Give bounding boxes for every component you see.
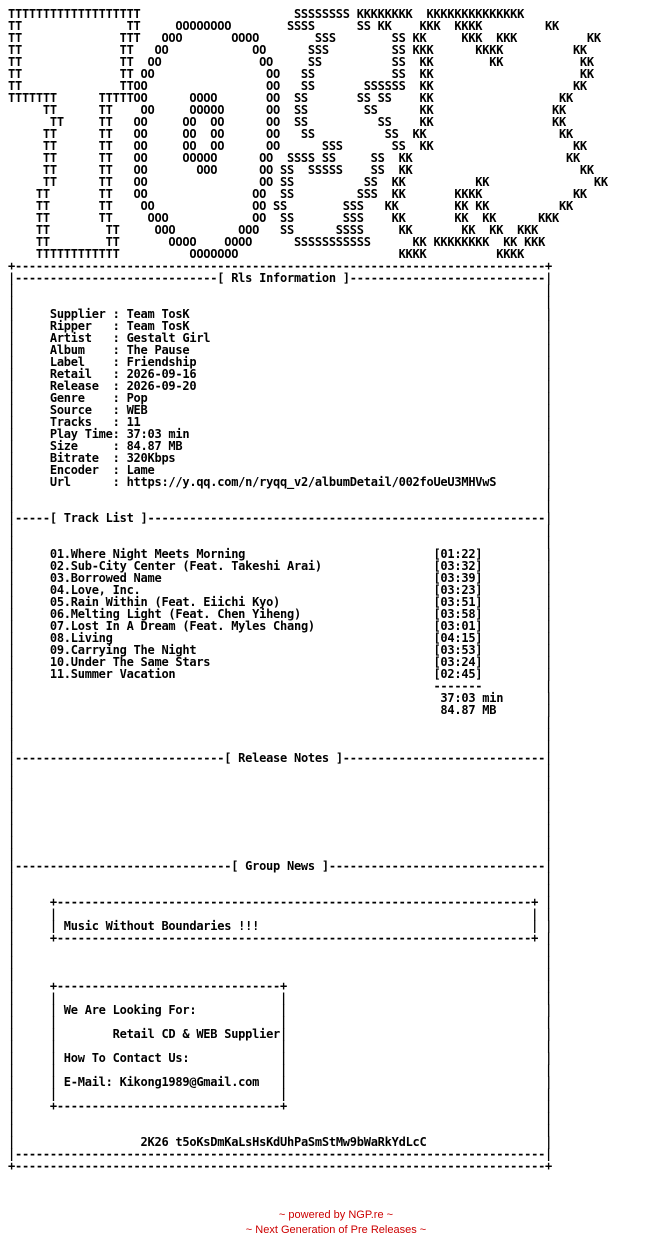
team-tosk-logo-line: TT TT OO OOOOO OO SSSS SS SS KK KK [42, 151, 580, 165]
track-row: 05.Rain Within (Feat. Eiichi Kyo) [03:51] [14, 595, 546, 609]
border: | [8, 1075, 15, 1089]
nfo-line: | | [8, 499, 553, 513]
nfo-line: | | [8, 871, 553, 885]
border: | [545, 403, 553, 417]
team-tosk-logo-line: TTTTTTTTTTTT OOOOOOO KKKK KKKK [35, 247, 525, 261]
border: | [545, 331, 553, 345]
border: | [545, 319, 553, 333]
border: | [8, 379, 15, 393]
nfo-line: | | | | [8, 1087, 553, 1101]
nfo-line: +----------------------------------------------------------------------------+ [8, 259, 553, 273]
total-play-time: 37:03 min [14, 691, 546, 705]
divider-line: |------------------------------- [8, 859, 232, 873]
border: | [545, 655, 553, 669]
release-field-genre: Genre : Pop [14, 391, 546, 405]
team-tosk-logo-line: TT TT OO OO SS SS KK KK KK [8, 55, 594, 69]
nfo-line: | | [8, 955, 553, 969]
border: | [545, 343, 553, 357]
team-tosk-logo-line: TT TT OOO OOO SS SSSS KK KK KK KKK [35, 223, 539, 237]
border: | [545, 595, 553, 609]
border: | [8, 1051, 15, 1065]
release-field-url: Url : https://y.qq.com/n/ryqq_v2/albumDetail/002foUeU3MHVwS [14, 475, 546, 489]
contact-label: | How To Contact Us: | [14, 1051, 546, 1065]
border: | [8, 319, 15, 333]
divider-line: -------------------------------| [328, 859, 553, 873]
nfo-line: | | [8, 535, 553, 549]
border: | [545, 1027, 553, 1041]
release-field-bitrate: Bitrate : 320Kbps [14, 451, 546, 465]
border: | [8, 1003, 15, 1017]
nfo-line: | | [8, 763, 553, 777]
nfo-line: | | [8, 883, 553, 897]
border: | [8, 1135, 15, 1149]
border: | [8, 595, 15, 609]
border: | [545, 691, 553, 705]
track-row: 02.Sub-City Center (Feat. Takeshi Arai) [03:32] [14, 559, 546, 573]
team-tosk-logo-line: TTTTTTTTTTTTTTTTTTT SSSSSSSS KKKKKKKK KKKKKKKKKKKKKK [8, 7, 525, 21]
border: | [8, 1027, 15, 1041]
track-row: 08.Living [04:15] [14, 631, 546, 645]
nfo-line: |----------------------------------------------------------------------------| [8, 1147, 553, 1161]
nfo-line: | | [8, 727, 553, 741]
border: | [545, 367, 553, 381]
border: | [545, 643, 553, 657]
nfo-line: | | [8, 967, 553, 981]
release-field-label: Label : Friendship [14, 355, 546, 369]
border: | [8, 703, 15, 717]
track-row: 04.Love, Inc. [03:23] [14, 583, 546, 597]
border: | [8, 463, 15, 477]
track-row: 11.Summer Vacation [02:45] [14, 667, 546, 681]
team-tosk-logo-line: TT TT OO OO SS SS KK KK [8, 67, 594, 81]
release-notes-heading: [ Release Notes ] [224, 751, 343, 765]
nfo-line: | | | | [8, 1039, 553, 1053]
border: | [545, 703, 553, 717]
release-field-encoder: Encoder : Lame [14, 463, 546, 477]
release-field-play-time: Play Time: 37:03 min [14, 427, 546, 441]
border: | [545, 307, 553, 321]
border: | [8, 427, 15, 441]
border: | [8, 631, 15, 645]
nfo-line: | | | | [8, 907, 553, 921]
release-field-album: Album : The Pause [14, 343, 546, 357]
border: | [545, 1003, 553, 1017]
release-signature: 2K26 t5oKsDmKaLsHsKdUhPaSmStMw9bWaRkYdLcC [14, 1135, 546, 1149]
release-field-retail: Retail : 2026-09-16 [14, 367, 546, 381]
border: | [8, 547, 15, 561]
border: | [8, 331, 15, 345]
nfo-line: | | [8, 523, 553, 537]
team-tosk-logo-line: TTTTTTT TTTTTOO OOOO OO SS SS SS KK KK [8, 91, 573, 105]
nfo-line: | +--------------------------------+ | [8, 1099, 553, 1113]
track-row: 10.Under The Same Stars [03:24] [14, 655, 546, 669]
border: | [545, 619, 553, 633]
border: | [8, 559, 15, 573]
total-size: 84.87 MB [14, 703, 546, 717]
border: | [545, 379, 553, 393]
group-motto: | Music Without Boundaries !!! | [14, 919, 546, 933]
border: | [8, 691, 15, 705]
release-field-artist: Artist : Gestalt Girl [14, 331, 546, 345]
contact-email: | E-Mail: Kikong1989@Gmail.com | [14, 1075, 546, 1089]
team-tosk-logo-line: TT TT OO OO SS SS KK KK KK [42, 175, 608, 189]
nfo-line: +----------------------------------------------------------------------------+ [8, 1159, 553, 1173]
border: | [545, 667, 553, 681]
border: | [8, 439, 15, 453]
team-tosk-logo-line: TT TT OO OO SS SSS KK KKKK KK [35, 187, 587, 201]
divider-line: ---------------------------------------------------------| [147, 511, 553, 525]
border: | [8, 307, 15, 321]
nfo-line: | | [8, 715, 553, 729]
divider-line: ----------------------------| [349, 271, 553, 285]
border: | [545, 415, 553, 429]
border: | [545, 1075, 553, 1089]
team-tosk-logo-line: TT TT OO OO OO OO SS SS KK KK [42, 127, 573, 141]
nfo-line: | | [8, 943, 553, 957]
nfo-line: | | [8, 847, 553, 861]
divider-line: |----------------------------- [8, 271, 218, 285]
nfo-line: | | [8, 283, 553, 297]
rls-information-heading: [ Rls Information ] [217, 271, 350, 285]
border: | [545, 475, 553, 489]
border: | [545, 427, 553, 441]
border: | [8, 667, 15, 681]
border: | [8, 367, 15, 381]
team-tosk-logo-line: TT TT OO OO SS SSS KK KK KK KK [35, 199, 573, 213]
nfo-document [8, 8, 608, 1172]
border: | [8, 355, 15, 369]
border: | [8, 475, 15, 489]
track-row: 07.Lost In A Dream (Feat. Myles Chang) [03:01] [14, 619, 546, 633]
nfo-line: | | [8, 1123, 553, 1137]
border: | [545, 583, 553, 597]
border: | [545, 571, 553, 585]
border: | [8, 571, 15, 585]
nfo-line: | | [8, 487, 553, 501]
nfo-line: | +--------------------------------------------------------------------+ | [8, 895, 553, 909]
nfo-line: | | [8, 739, 553, 753]
nfo-line: | | | | [8, 1015, 553, 1029]
team-tosk-logo-line: TT TT OO OOO OO SS SSSSS SS KK KK [42, 163, 594, 177]
looking-for-value: | Retail CD & WEB Supplier| [14, 1027, 546, 1041]
border: | [545, 631, 553, 645]
nfo-line: | | [8, 787, 553, 801]
divider-line: |----- [8, 511, 50, 525]
release-field-size: Size : 84.87 MB [14, 439, 546, 453]
release-field-ripper: Ripper : Team TosK [14, 319, 546, 333]
border: | [8, 655, 15, 669]
nfo-line: | | [8, 823, 553, 837]
nfo-line: | +--------------------------------+ | [8, 979, 553, 993]
team-tosk-logo-line: TT TT OO OO OO OO SS SS KK KK [49, 115, 566, 129]
border: | [8, 415, 15, 429]
border: | [545, 463, 553, 477]
nfo-line: | | [8, 1111, 553, 1125]
divider-line: |------------------------------ [8, 751, 225, 765]
border: | [545, 451, 553, 465]
release-field-source: Source : WEB [14, 403, 546, 417]
border: | [545, 1135, 553, 1149]
nfo-line: | | [8, 835, 553, 849]
group-news-heading: [ Group News ] [231, 859, 329, 873]
powered-by-text: ~ powered by NGP.re ~ [278, 1209, 394, 1221]
release-field-supplier: Supplier : Team TosK [14, 307, 546, 321]
nfo-line: | ------- | [8, 679, 553, 693]
nfo-line: | | [8, 799, 553, 813]
release-field-tracks: Tracks : 11 [14, 415, 546, 429]
nfo-line: | | | | [8, 991, 553, 1005]
team-tosk-logo-line: TT TT OO OO SSS SS KKK KKKK KK [8, 43, 587, 57]
team-tosk-logo-line: TT TTOO OO SS SSSSSS KK KK [8, 79, 587, 93]
border: | [545, 919, 553, 933]
team-tosk-logo-line: TT TT OO OO OO OO SSS SS KK KK [42, 139, 587, 153]
border: | [8, 643, 15, 657]
track-row: 09.Carrying The Night [03:53] [14, 643, 546, 657]
border: | [8, 343, 15, 357]
team-tosk-logo-line: TT TT OOO OO SS SSS KK KK KK KKK [35, 211, 559, 225]
track-row: 01.Where Night Meets Morning [01:22] [14, 547, 546, 561]
border: | [8, 919, 15, 933]
track-row: 06.Melting Light (Feat. Chen Yiheng) [03:58] [14, 607, 546, 621]
nfo-line: | | [8, 775, 553, 789]
team-tosk-logo-line: TT TT OOOO OOOO SSSSSSSSSSS KK KKKKKKKK KK KKK [35, 235, 546, 249]
nfo-line: | | [8, 811, 553, 825]
border: | [545, 607, 553, 621]
nfo-line: | | [8, 295, 553, 309]
border: | [8, 391, 15, 405]
border: | [545, 439, 553, 453]
border: | [545, 559, 553, 573]
track-row: 03.Borrowed Name [03:39] [14, 571, 546, 585]
border: | [545, 547, 553, 561]
team-tosk-logo-line: TT TT OOOOOOOO SSSS SS KK KKK KKKK KK [8, 19, 559, 33]
ngp-tagline-text: ~ Next Generation of Pre Releases ~ [245, 1224, 427, 1236]
divider-line: -----------------------------| [342, 751, 553, 765]
border: | [8, 403, 15, 417]
nfo-line: | | | | [8, 1063, 553, 1077]
release-field-release: Release : 2026-09-20 [14, 379, 546, 393]
team-tosk-logo-line: TT TTT OOO OOOO SSS SS KK KKK KKK KK [8, 31, 601, 45]
border: | [8, 451, 15, 465]
border: | [8, 583, 15, 597]
track-list-heading: [ Track List ] [49, 511, 148, 525]
nfo-line: | +--------------------------------------------------------------------+ | [8, 931, 553, 945]
looking-for-label: | We Are Looking For: | [14, 1003, 546, 1017]
border: | [545, 1051, 553, 1065]
border: | [545, 391, 553, 405]
border: | [545, 355, 553, 369]
team-tosk-logo-line: TT TT OO OOOOO OO SS SS KK KK [42, 103, 566, 117]
border: | [8, 607, 15, 621]
border: | [8, 619, 15, 633]
